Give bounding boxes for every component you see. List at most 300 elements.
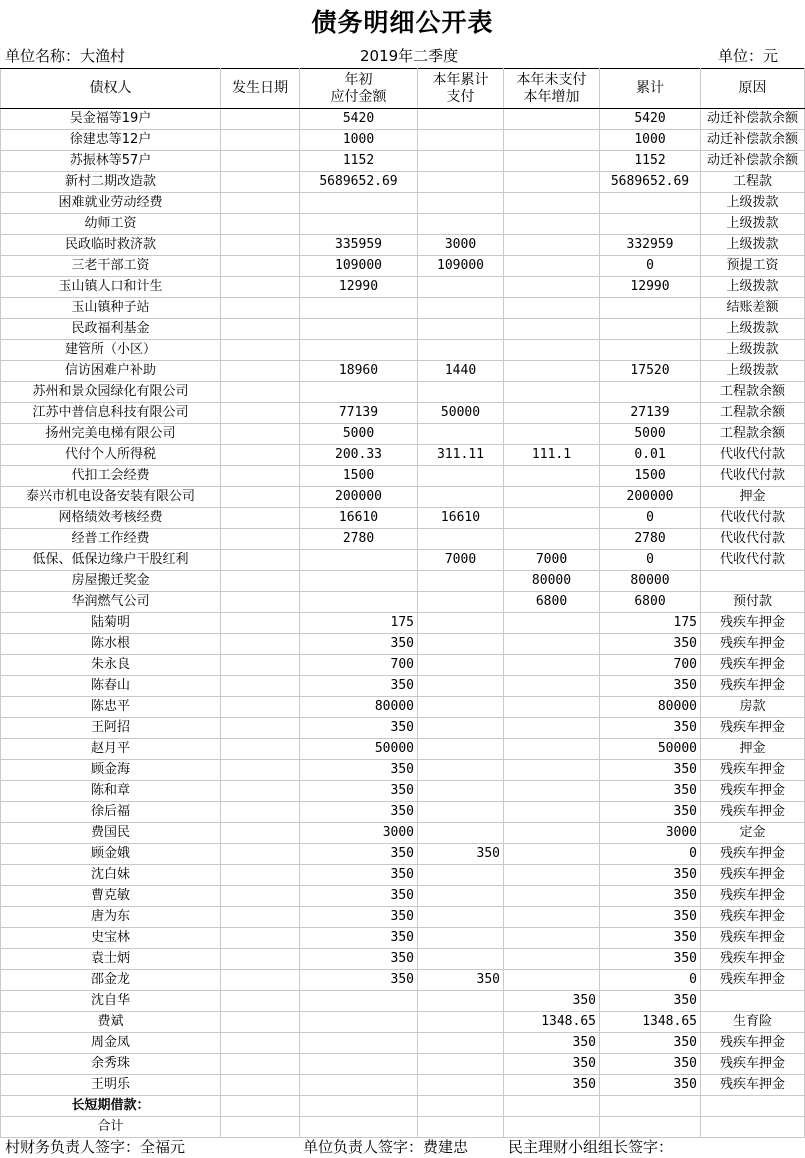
cell-date bbox=[221, 151, 300, 172]
cell-reason: 残疾车押金 bbox=[701, 865, 805, 886]
cell-opening: 2780 bbox=[300, 529, 418, 550]
cell-reason: 代收代付款 bbox=[701, 508, 805, 529]
table-row bbox=[1, 172, 805, 193]
cell-name: 沈自华 bbox=[1, 991, 221, 1012]
cell-opening: 109000 bbox=[300, 256, 418, 277]
cell-name: 顾金娥 bbox=[1, 844, 221, 865]
cell-opening: 350 bbox=[300, 781, 418, 802]
cell-added bbox=[504, 277, 600, 298]
cell-paid bbox=[418, 991, 504, 1012]
cell-opening bbox=[300, 1033, 418, 1054]
cell-reason: 工程款余额 bbox=[701, 403, 805, 424]
cell-reason: 上级拨款 bbox=[701, 319, 805, 340]
cell-added: 350 bbox=[504, 1054, 600, 1075]
cell-paid bbox=[418, 928, 504, 949]
cell-paid bbox=[418, 130, 504, 151]
cell-date bbox=[221, 109, 300, 130]
table-row bbox=[1, 1075, 805, 1096]
table-row bbox=[1, 424, 805, 445]
cell-date bbox=[221, 1033, 300, 1054]
cell-opening: 350 bbox=[300, 970, 418, 991]
cell-reason: 代收代付款 bbox=[701, 529, 805, 550]
cell-paid bbox=[418, 865, 504, 886]
cell-added bbox=[504, 214, 600, 235]
cell-total: 2780 bbox=[600, 529, 701, 550]
table-row bbox=[1, 676, 805, 697]
cell-reason: 残疾车押金 bbox=[701, 1075, 805, 1096]
cell-date bbox=[221, 214, 300, 235]
cell-added bbox=[504, 823, 600, 844]
cell-total: 200000 bbox=[600, 487, 701, 508]
cell-opening: 350 bbox=[300, 886, 418, 907]
cell-date bbox=[221, 949, 300, 970]
cell-added bbox=[504, 634, 600, 655]
cell-name: 邵金龙 bbox=[1, 970, 221, 991]
table-row bbox=[1, 1054, 805, 1075]
cell-name: 顾金海 bbox=[1, 760, 221, 781]
cell-added: 6800 bbox=[504, 592, 600, 613]
table-row bbox=[1, 214, 805, 235]
cell-opening bbox=[300, 1054, 418, 1075]
table-row bbox=[1, 907, 805, 928]
cell-added bbox=[504, 781, 600, 802]
cell-total: 0 bbox=[600, 970, 701, 991]
cell-reason: 动迁补偿款余额 bbox=[701, 109, 805, 130]
cell-opening: 350 bbox=[300, 802, 418, 823]
cell-opening: 1152 bbox=[300, 151, 418, 172]
cell-date bbox=[221, 907, 300, 928]
cell-paid bbox=[418, 214, 504, 235]
cell-added bbox=[504, 760, 600, 781]
cell-paid: 3000 bbox=[418, 235, 504, 256]
cell-total: 350 bbox=[600, 949, 701, 970]
cell-added bbox=[504, 613, 600, 634]
cell-opening: 5689652.69 bbox=[300, 172, 418, 193]
cell-total: 1500 bbox=[600, 466, 701, 487]
cell-total: 5689652.69 bbox=[600, 172, 701, 193]
cell-added bbox=[504, 739, 600, 760]
cell-name: 曹克敏 bbox=[1, 886, 221, 907]
cell-name: 民政福利基金 bbox=[1, 319, 221, 340]
loans-label: 长短期借款： bbox=[1, 1096, 221, 1117]
empty-cell bbox=[221, 1096, 300, 1117]
cell-opening bbox=[300, 298, 418, 319]
cell-paid bbox=[418, 172, 504, 193]
cell-name: 房屋搬迁奖金 bbox=[1, 571, 221, 592]
cell-reason: 残疾车押金 bbox=[701, 634, 805, 655]
cell-added bbox=[504, 697, 600, 718]
cell-added: 350 bbox=[504, 1033, 600, 1054]
cell-paid bbox=[418, 1012, 504, 1033]
table-row bbox=[1, 655, 805, 676]
cell-added bbox=[504, 172, 600, 193]
empty-cell bbox=[600, 1117, 701, 1138]
cell-opening bbox=[300, 193, 418, 214]
header-creditor: 债权人 bbox=[1, 69, 221, 109]
cell-name: 王明乐 bbox=[1, 1075, 221, 1096]
cell-added bbox=[504, 340, 600, 361]
cell-total: 1152 bbox=[600, 151, 701, 172]
cell-total bbox=[600, 382, 701, 403]
empty-cell bbox=[300, 1117, 418, 1138]
cell-name: 陈和章 bbox=[1, 781, 221, 802]
table-row bbox=[1, 319, 805, 340]
cell-reason: 残疾车押金 bbox=[701, 949, 805, 970]
cell-date bbox=[221, 718, 300, 739]
cell-total: 350 bbox=[600, 718, 701, 739]
cell-date bbox=[221, 886, 300, 907]
cell-date bbox=[221, 697, 300, 718]
cell-reason: 押金 bbox=[701, 487, 805, 508]
cell-opening: 80000 bbox=[300, 697, 418, 718]
cell-total: 5420 bbox=[600, 109, 701, 130]
cell-paid: 1440 bbox=[418, 361, 504, 382]
table-row bbox=[1, 760, 805, 781]
cell-name: 徐建忠等12户 bbox=[1, 130, 221, 151]
cell-name: 袁士炳 bbox=[1, 949, 221, 970]
cell-paid bbox=[418, 487, 504, 508]
cell-opening: 350 bbox=[300, 676, 418, 697]
cell-total: 350 bbox=[600, 1033, 701, 1054]
cell-date bbox=[221, 928, 300, 949]
cell-reason: 残疾车押金 bbox=[701, 907, 805, 928]
cell-date bbox=[221, 256, 300, 277]
cell-opening: 350 bbox=[300, 907, 418, 928]
header-added: 本年未支付 本年增加 bbox=[504, 69, 600, 109]
cell-name: 新村二期改造款 bbox=[1, 172, 221, 193]
cell-opening: 5000 bbox=[300, 424, 418, 445]
cell-opening: 18960 bbox=[300, 361, 418, 382]
cell-reason: 代收代付款 bbox=[701, 445, 805, 466]
cell-reason: 上级拨款 bbox=[701, 235, 805, 256]
cell-name: 费国民 bbox=[1, 823, 221, 844]
cell-added: 80000 bbox=[504, 571, 600, 592]
cell-added bbox=[504, 424, 600, 445]
cell-name: 三老干部工资 bbox=[1, 256, 221, 277]
cell-reason: 残疾车押金 bbox=[701, 655, 805, 676]
table-row bbox=[1, 949, 805, 970]
cell-total: 700 bbox=[600, 655, 701, 676]
cell-total: 27139 bbox=[600, 403, 701, 424]
cell-reason: 结账差额 bbox=[701, 298, 805, 319]
cell-reason: 残疾车押金 bbox=[701, 781, 805, 802]
cell-opening: 350 bbox=[300, 844, 418, 865]
table-row bbox=[1, 970, 805, 991]
cell-added bbox=[504, 529, 600, 550]
cell-name: 陈忠平 bbox=[1, 697, 221, 718]
period-label: 2019年二季度 bbox=[360, 47, 459, 65]
cell-paid bbox=[418, 697, 504, 718]
cell-date bbox=[221, 403, 300, 424]
cell-total: 0 bbox=[600, 256, 701, 277]
cell-paid bbox=[418, 718, 504, 739]
cell-opening: 335959 bbox=[300, 235, 418, 256]
cell-date bbox=[221, 361, 300, 382]
cell-total: 350 bbox=[600, 634, 701, 655]
cell-date bbox=[221, 382, 300, 403]
cell-paid bbox=[418, 109, 504, 130]
cell-paid bbox=[418, 613, 504, 634]
cell-date bbox=[221, 634, 300, 655]
cell-paid: 7000 bbox=[418, 550, 504, 571]
cell-opening: 175 bbox=[300, 613, 418, 634]
cell-reason: 残疾车押金 bbox=[701, 802, 805, 823]
currency-unit: 单位：元 bbox=[718, 47, 779, 65]
cell-name: 余秀珠 bbox=[1, 1054, 221, 1075]
unit-signer: 单位负责人签字：费建忠 bbox=[303, 1138, 469, 1156]
cell-total: 332959 bbox=[600, 235, 701, 256]
cell-date bbox=[221, 130, 300, 151]
cell-paid bbox=[418, 634, 504, 655]
cell-added bbox=[504, 319, 600, 340]
cell-name: 泰兴市机电设备安装有限公司 bbox=[1, 487, 221, 508]
cell-reason: 工程款余额 bbox=[701, 382, 805, 403]
cell-added bbox=[504, 298, 600, 319]
cell-date bbox=[221, 172, 300, 193]
empty-cell bbox=[300, 1096, 418, 1117]
cell-added bbox=[504, 676, 600, 697]
cell-reason: 定金 bbox=[701, 823, 805, 844]
cell-total: 0 bbox=[600, 550, 701, 571]
cell-opening bbox=[300, 991, 418, 1012]
table-row bbox=[1, 109, 805, 130]
cell-paid: 50000 bbox=[418, 403, 504, 424]
cell-paid: 311.11 bbox=[418, 445, 504, 466]
cell-total: 350 bbox=[600, 781, 701, 802]
table-row bbox=[1, 1033, 805, 1054]
cell-opening: 700 bbox=[300, 655, 418, 676]
cell-reason: 押金 bbox=[701, 739, 805, 760]
cell-paid bbox=[418, 424, 504, 445]
cell-date bbox=[221, 529, 300, 550]
cell-paid bbox=[418, 1054, 504, 1075]
cell-name: 陆菊明 bbox=[1, 613, 221, 634]
cell-date bbox=[221, 655, 300, 676]
cell-opening: 50000 bbox=[300, 739, 418, 760]
cell-added bbox=[504, 907, 600, 928]
cell-opening: 5420 bbox=[300, 109, 418, 130]
cell-reason: 上级拨款 bbox=[701, 361, 805, 382]
cell-paid: 350 bbox=[418, 844, 504, 865]
cell-opening: 350 bbox=[300, 760, 418, 781]
cell-date bbox=[221, 508, 300, 529]
loans-row bbox=[1, 1096, 805, 1117]
cell-reason: 残疾车押金 bbox=[701, 760, 805, 781]
table-row bbox=[1, 928, 805, 949]
cell-opening bbox=[300, 214, 418, 235]
cell-name: 苏振林等57户 bbox=[1, 151, 221, 172]
cell-date bbox=[221, 1012, 300, 1033]
cell-date bbox=[221, 844, 300, 865]
cell-paid bbox=[418, 823, 504, 844]
cell-opening: 16610 bbox=[300, 508, 418, 529]
cell-opening: 1000 bbox=[300, 130, 418, 151]
cell-name: 扬州完美电梯有限公司 bbox=[1, 424, 221, 445]
cell-name: 唐为东 bbox=[1, 907, 221, 928]
header-opening: 年初 应付金额 bbox=[300, 69, 418, 109]
table-row bbox=[1, 697, 805, 718]
table-row bbox=[1, 193, 805, 214]
cell-date bbox=[221, 193, 300, 214]
cell-added bbox=[504, 403, 600, 424]
unit-name: 单位名称：大渔村 bbox=[5, 47, 126, 65]
cell-opening: 350 bbox=[300, 928, 418, 949]
cell-date bbox=[221, 445, 300, 466]
table-row bbox=[1, 592, 805, 613]
cell-total: 17520 bbox=[600, 361, 701, 382]
cell-total bbox=[600, 319, 701, 340]
cell-reason: 残疾车押金 bbox=[701, 1054, 805, 1075]
cell-total: 0 bbox=[600, 508, 701, 529]
cell-added bbox=[504, 844, 600, 865]
cell-opening bbox=[300, 550, 418, 571]
cell-opening bbox=[300, 319, 418, 340]
cell-reason: 工程款余额 bbox=[701, 424, 805, 445]
cell-paid bbox=[418, 277, 504, 298]
cell-total: 350 bbox=[600, 865, 701, 886]
cell-date bbox=[221, 592, 300, 613]
cell-reason: 预付款 bbox=[701, 592, 805, 613]
cell-reason: 代收代付款 bbox=[701, 466, 805, 487]
table-row bbox=[1, 235, 805, 256]
cell-name: 周金凤 bbox=[1, 1033, 221, 1054]
empty-cell bbox=[701, 1096, 805, 1117]
cell-total bbox=[600, 214, 701, 235]
cell-date bbox=[221, 1075, 300, 1096]
cell-opening bbox=[300, 1012, 418, 1033]
cell-added bbox=[504, 865, 600, 886]
empty-cell bbox=[504, 1117, 600, 1138]
cell-reason: 上级拨款 bbox=[701, 214, 805, 235]
table-row bbox=[1, 256, 805, 277]
cell-date bbox=[221, 613, 300, 634]
cell-total: 350 bbox=[600, 760, 701, 781]
cell-paid bbox=[418, 1033, 504, 1054]
cell-date bbox=[221, 781, 300, 802]
table-row bbox=[1, 277, 805, 298]
cell-total: 80000 bbox=[600, 571, 701, 592]
cell-total: 350 bbox=[600, 907, 701, 928]
cell-date bbox=[221, 739, 300, 760]
table-row bbox=[1, 1012, 805, 1033]
cell-paid bbox=[418, 781, 504, 802]
cell-date bbox=[221, 424, 300, 445]
cell-name: 费斌 bbox=[1, 1012, 221, 1033]
total-label: 合计 bbox=[1, 1117, 221, 1138]
cell-opening: 12990 bbox=[300, 277, 418, 298]
cell-name: 玉山镇种子站 bbox=[1, 298, 221, 319]
table-row bbox=[1, 550, 805, 571]
cell-added: 1348.65 bbox=[504, 1012, 600, 1033]
table-header-row bbox=[1, 69, 805, 109]
cell-date bbox=[221, 571, 300, 592]
cell-paid bbox=[418, 676, 504, 697]
page-title: 债务明细公开表 bbox=[311, 8, 494, 37]
cell-date bbox=[221, 802, 300, 823]
cell-name: 沈白妹 bbox=[1, 865, 221, 886]
table-row bbox=[1, 886, 805, 907]
cell-added: 350 bbox=[504, 991, 600, 1012]
cell-added bbox=[504, 949, 600, 970]
empty-cell bbox=[701, 1117, 805, 1138]
cell-date bbox=[221, 487, 300, 508]
cell-total: 0.01 bbox=[600, 445, 701, 466]
cell-opening: 200.33 bbox=[300, 445, 418, 466]
cell-opening: 350 bbox=[300, 865, 418, 886]
cell-date bbox=[221, 823, 300, 844]
cell-opening bbox=[300, 1075, 418, 1096]
table-row bbox=[1, 403, 805, 424]
cell-date bbox=[221, 1054, 300, 1075]
cell-paid bbox=[418, 655, 504, 676]
cell-name: 史宝林 bbox=[1, 928, 221, 949]
table-row bbox=[1, 151, 805, 172]
cell-added bbox=[504, 487, 600, 508]
cell-name: 建管所（小区） bbox=[1, 340, 221, 361]
table-row bbox=[1, 130, 805, 151]
cell-paid bbox=[418, 382, 504, 403]
total-row bbox=[1, 1117, 805, 1138]
cell-total: 1348.65 bbox=[600, 1012, 701, 1033]
cell-date bbox=[221, 466, 300, 487]
cell-reason: 房款 bbox=[701, 697, 805, 718]
cell-added bbox=[504, 718, 600, 739]
cell-name: 朱永良 bbox=[1, 655, 221, 676]
cell-reason: 工程款 bbox=[701, 172, 805, 193]
cell-added bbox=[504, 886, 600, 907]
cell-reason: 残疾车押金 bbox=[701, 886, 805, 907]
cell-total bbox=[600, 193, 701, 214]
cell-opening: 1500 bbox=[300, 466, 418, 487]
table-row bbox=[1, 508, 805, 529]
cell-added bbox=[504, 802, 600, 823]
empty-cell bbox=[418, 1117, 504, 1138]
cell-added: 7000 bbox=[504, 550, 600, 571]
cell-opening: 350 bbox=[300, 718, 418, 739]
cell-reason: 残疾车押金 bbox=[701, 718, 805, 739]
cell-paid bbox=[418, 760, 504, 781]
cell-paid bbox=[418, 151, 504, 172]
header-date: 发生日期 bbox=[221, 69, 300, 109]
cell-date bbox=[221, 676, 300, 697]
table-row bbox=[1, 487, 805, 508]
cell-total: 350 bbox=[600, 991, 701, 1012]
cell-name: 赵月平 bbox=[1, 739, 221, 760]
debt-table bbox=[0, 68, 805, 1138]
cell-opening bbox=[300, 382, 418, 403]
cell-total: 50000 bbox=[600, 739, 701, 760]
table-row bbox=[1, 802, 805, 823]
cell-date bbox=[221, 298, 300, 319]
cell-reason: 上级拨款 bbox=[701, 277, 805, 298]
cell-name: 民政临时救济款 bbox=[1, 235, 221, 256]
cell-opening: 350 bbox=[300, 634, 418, 655]
cell-reason: 上级拨款 bbox=[701, 193, 805, 214]
cell-opening bbox=[300, 571, 418, 592]
cell-total: 350 bbox=[600, 1054, 701, 1075]
empty-cell bbox=[418, 1096, 504, 1117]
cell-name: 徐后福 bbox=[1, 802, 221, 823]
table-row bbox=[1, 466, 805, 487]
cell-paid bbox=[418, 340, 504, 361]
cell-total: 350 bbox=[600, 1075, 701, 1096]
cell-reason: 残疾车押金 bbox=[701, 676, 805, 697]
table-row bbox=[1, 844, 805, 865]
cell-opening: 77139 bbox=[300, 403, 418, 424]
cell-name: 吴金福等19户 bbox=[1, 109, 221, 130]
cell-name: 网格绩效考核经费 bbox=[1, 508, 221, 529]
cell-total: 1000 bbox=[600, 130, 701, 151]
